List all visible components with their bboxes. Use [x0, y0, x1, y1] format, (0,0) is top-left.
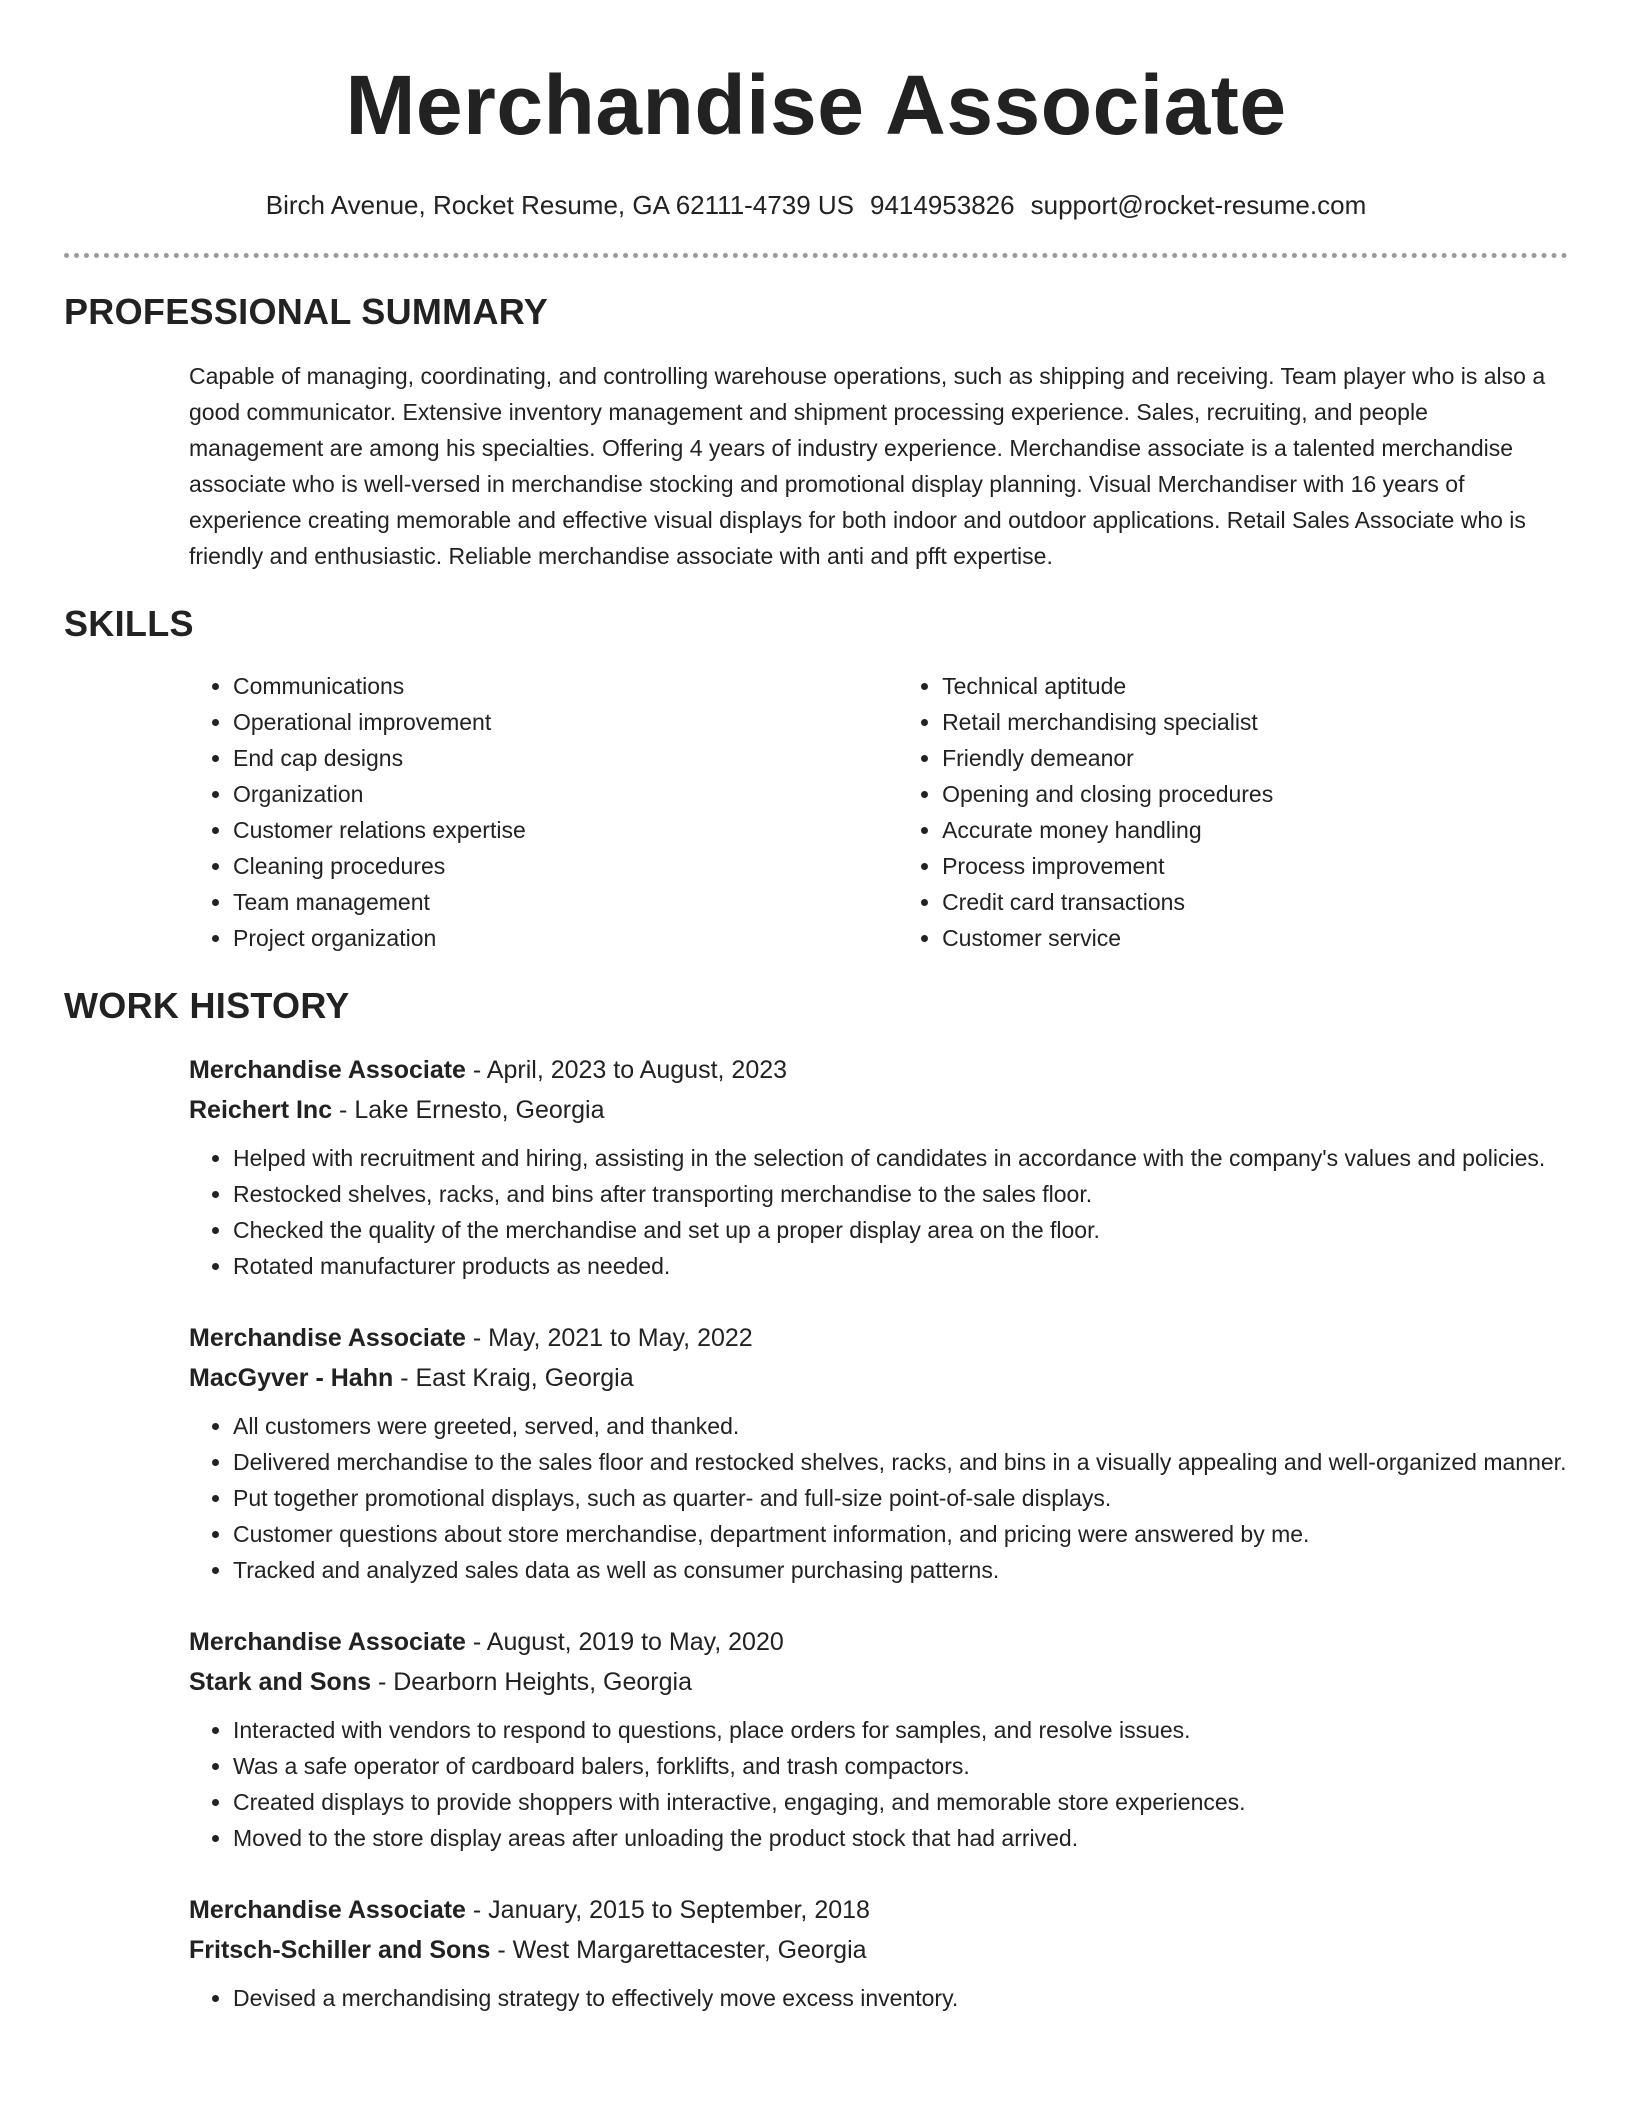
job-bullet: • Checked the quality of the merchandise and set up a proper display area on the floor.	[233, 1212, 1568, 1248]
skill-item: • Credit card transactions	[942, 884, 1568, 920]
job-bullet: • Interacted with vendors to respond to questions, place orders for samples, and resolve issues.	[233, 1712, 1568, 1748]
job-bullet: • Tracked and analyzed sales data as well as consumer purchasing patterns.	[233, 1552, 1568, 1588]
job-company: Fritsch-Schiller and Sons	[189, 1936, 491, 1964]
skill-item: • Retail merchandising specialist	[942, 704, 1568, 740]
address-text: Birch Avenue, Rocket Resume, GA 62111-4739 US	[265, 190, 854, 220]
job-bullets	[189, 1408, 1568, 1588]
job-location: - West Margarettacester, Georgia	[490, 1936, 867, 1964]
job-bullets	[189, 1712, 1568, 1856]
page-title: Merchandise Associate	[345, 58, 1287, 152]
job-title-line	[189, 1622, 1568, 1662]
skills-heading: SKILLS	[64, 603, 194, 644]
job-company-line	[189, 1358, 1568, 1398]
job-company: MacGyver - Hahn	[189, 1364, 394, 1392]
job-bullet: • Moved to the store display areas after unloading the product stock that had arrived.	[233, 1820, 1568, 1856]
job-bullet: • Restocked shelves, racks, and bins after transporting merchandise to the sales floor.	[233, 1176, 1568, 1212]
skill-item: • Organization	[233, 776, 898, 812]
skills-grid	[189, 668, 1568, 956]
job-role: Merchandise Associate	[189, 1628, 466, 1656]
job-entry	[189, 1890, 1568, 2016]
job-dates: - May, 2021 to May, 2022	[465, 1324, 753, 1352]
job-bullet: • Devised a merchandising strategy to effectively move excess inventory.	[233, 1980, 1568, 2016]
skills-list-left	[189, 668, 898, 956]
job-company-line	[189, 1662, 1568, 1702]
job-bullets	[189, 1980, 1568, 2016]
job-company: Reichert Inc	[189, 1096, 333, 1124]
job-role: Merchandise Associate	[189, 1324, 466, 1352]
work-history-heading: WORK HISTORY	[64, 985, 350, 1026]
skills-list-right	[898, 668, 1568, 956]
job-company-line	[189, 1090, 1568, 1130]
summary-heading: PROFESSIONAL SUMMARY	[64, 291, 549, 332]
skill-item: • Friendly demeanor	[942, 740, 1568, 776]
skill-item: • Customer relations expertise	[233, 812, 898, 848]
job-location: - Dearborn Heights, Georgia	[371, 1668, 692, 1696]
job-bullet: • Created displays to provide shoppers with interactive, engaging, and memorable store experiences.	[233, 1784, 1568, 1820]
phone-text: 9414953826	[870, 190, 1015, 220]
job-title-line	[189, 1318, 1568, 1358]
skill-item: • Communications	[233, 668, 898, 704]
job-entry	[189, 1622, 1568, 1856]
job-location: - Lake Ernesto, Georgia	[332, 1096, 605, 1124]
skill-item: • Opening and closing procedures	[942, 776, 1568, 812]
job-entry	[189, 1050, 1568, 1284]
skill-item: • Team management	[233, 884, 898, 920]
skill-item: • Technical aptitude	[942, 668, 1568, 704]
job-role: Merchandise Associate	[189, 1896, 466, 1924]
job-dates: - January, 2015 to September, 2018	[465, 1896, 870, 1924]
job-bullet: • Rotated manufacturer products as needed.	[233, 1248, 1568, 1284]
job-bullet: • All customers were greeted, served, and thanked.	[233, 1408, 1568, 1444]
contact-line	[64, 189, 1568, 221]
summary-text: Capable of managing, coordinating, and controlling warehouse operations, such as shipping and receiving. Team player who is also a good communicator. Extensive inventory management and shipment processing experience. Sales, recruiting, and people management are among his specialties. Offering 4 years of industry experience. Merchandise associate is a talented merchandise associate who is well-versed in merchandise stocking and promotional display planning. Visual Merchandiser with 16 years of experience creating memorable and effective visual displays for both indoor and outdoor applications. Retail Sales Associate who is friendly and enthusiastic. Reliable merchandise associate with anti and pfft expertise.	[189, 363, 1546, 569]
job-title-line	[189, 1050, 1568, 1090]
job-bullet: • Customer questions about store merchandise, department information, and pricing were answered by me.	[233, 1516, 1568, 1552]
job-bullet: • Was a safe operator of cardboard balers, forklifts, and trash compactors.	[233, 1748, 1568, 1784]
job-dates: - April, 2023 to August, 2023	[465, 1056, 788, 1084]
skill-item: • Project organization	[233, 920, 898, 956]
job-company-line	[189, 1930, 1568, 1970]
skill-item: • Accurate money handling	[942, 812, 1568, 848]
job-bullet: • Helped with recruitment and hiring, assisting in the selection of candidates in accordance with the company's values and policies.	[233, 1140, 1568, 1176]
header-divider	[64, 253, 1568, 258]
job-company: Stark and Sons	[189, 1668, 371, 1696]
job-bullets	[189, 1140, 1568, 1284]
job-dates: - August, 2019 to May, 2020	[465, 1628, 784, 1656]
email-link[interactable]: support@rocket-resume.com	[1030, 190, 1367, 220]
resume-page	[64, 0, 1568, 2016]
job-entry	[189, 1318, 1568, 1588]
job-bullet: • Delivered merchandise to the sales floor and restocked shelves, racks, and bins in a visually appealing and well-organized manner.	[233, 1444, 1568, 1480]
skill-item: • Operational improvement	[233, 704, 898, 740]
job-location: - East Kraig, Georgia	[393, 1364, 634, 1392]
job-role: Merchandise Associate	[189, 1056, 466, 1084]
skill-item: • End cap designs	[233, 740, 898, 776]
job-title-line	[189, 1890, 1568, 1930]
skill-item: • Process improvement	[942, 848, 1568, 884]
skill-item: • Customer service	[942, 920, 1568, 956]
job-bullet: • Put together promotional displays, such as quarter- and full-size point-of-sale displays.	[233, 1480, 1568, 1516]
skill-item: • Cleaning procedures	[233, 848, 898, 884]
